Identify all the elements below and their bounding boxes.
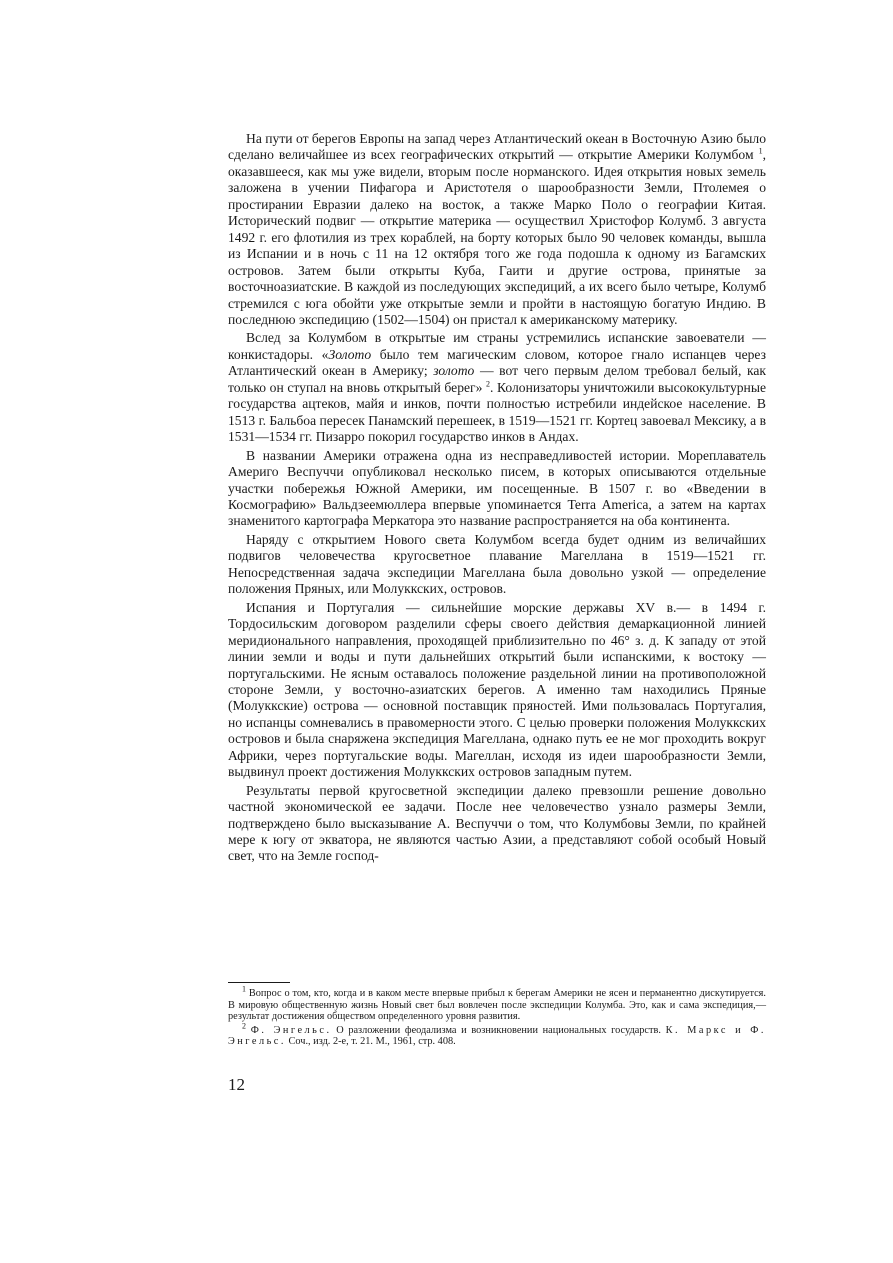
paragraph-5 — [228, 600, 766, 781]
text-run: Ф. Энгельс. — [250, 1024, 332, 1036]
footnotes — [228, 984, 767, 1050]
text-run: . Колонизаторы уничтожили высококультурные государства ацтеков, майя и инков, почти полностью истребили индейское население. В 1513 г. Бальбоа пересек Панамский перешеек, в 1519—1521 гг. Кортец завоевал Мексику, а в 1531—1534 гг. Пизарро покорил государство инков в Андах. — [228, 379, 767, 445]
page-number: 12 — [228, 1075, 245, 1094]
footnote-marker: 2 — [242, 1021, 246, 1031]
text-run: Наряду с открытием Нового света Колумбом всегда будет одним из величайших подвигов человечества кругосветное плавание Магеллана в 1519—1521 гг. Непосредственная задача экспедиции Магеллана была довольно узкой — определение положения Пряных, или Молуккских, островов. — [228, 531, 766, 597]
text-run: В названии Америки отражена одна из несправедливостей истории. Мореплаватель Америго Веспуччи опубликовал несколько писем, в которых описываются отдельные участки побережья Южной Америки, им посещенные. В 1507 г. во «Введении в Космографию» Вальдзеемюллера впервые упоминается Terra America, а затем на картах знаменитого картографа Меркатора это название распространяется на оба континента. — [228, 447, 766, 529]
text-run: К. Маркс и Ф. Энгельс. — [228, 1024, 767, 1048]
footnote-marker: 1 — [758, 146, 763, 156]
footnote-divider — [228, 982, 290, 983]
footnote-marker: 1 — [242, 984, 246, 994]
text-run: О разложении феодализма и возникновении национальных государств. — [331, 1024, 666, 1036]
text-run: было тем магическим словом, которое гнало испанцев через Атлантический океан в Америку; — [228, 346, 766, 379]
footnote-1 — [228, 984, 766, 1023]
text-run: Соч., изд. 2-е, т. 21. М., 1961, стр. 408. — [285, 1036, 456, 1048]
emphasis-text: золото — [433, 363, 475, 379]
paragraph-3 — [228, 448, 766, 530]
text-run: Испания и Португалия — сильнейшие морские державы XV в.— в 1494 г. Тордосильским договором разделили сферы своего действия демаркационной линией меридионального направления, проходящей приблизительно по 46° з. д. К западу от этой линии земли и воды и пути дальнейших открытий были испанскими, к востоку — португальскими. Не ясным оставалось положение раздельной линии на противоположной стороне Земли, у восточно-азиатских берегов. А именно там находились Пряные (Молуккские) острова — основной поставщик пряностей. Ими пользовалась Португалия, но испанцы сомневались в правомерности этого. С целью проверки положения Молуккских островов и была снаряжена экспедиция Магеллана, однако путь ее не мог проходить вокруг Африки, через португальские воды. Магеллан, исходя из идеи шарообразности Земли, выдвинул проект достижения Молуккских островов западным путем. — [228, 599, 766, 780]
main-text — [228, 131, 766, 867]
text-run: На пути от берегов Европы на запад через Атлантический океан в Восточную Азию было сделано величайшее из всех географических открытий — открытие Америки Колумбом — [228, 131, 766, 163]
paragraph-4 — [228, 532, 766, 598]
paragraph-6 — [228, 783, 766, 865]
paragraph-1 — [228, 131, 766, 328]
emphasis-text: Золото — [328, 346, 372, 362]
paragraph-2 — [228, 330, 766, 445]
footnote-2 — [228, 1021, 767, 1048]
text-run: Вопрос о том, кто, когда и в каком месте впервые прибыл к берегам Америки не ясен и перманентно дискутируется. В мировую общественную жизнь Новый свет был вовлечен после экспедиции Колумба. Это, как и сама экспедиция,— результат достижения обществом определенного уровня развития. — [228, 988, 766, 1023]
text-run: — вот чего первым делом требовал белый, как только он ступал на вновь открытый берег» — [228, 363, 766, 395]
text-run: Результаты первой кругосветной экспедиции далеко превзошли решение довольно частной экономической ее задачи. После нее человечество узнало размеры Земли, подтверждено было высказывание А. Веспуччи о том, что Колумбовы Земли, по крайней мере к югу от экватора, не являются частью Азии, а представляют собой особый Новый свет, что на Земле господ- — [228, 782, 766, 864]
text-run: Вслед за Колумбом в открытые им страны устремились испанские завоеватели — конкистадоры. « — [228, 330, 766, 362]
text-run: , оказавшееся, как мы уже видели, вторым после норманского. Идея открытия новых земель заложена в учении Пифагора и Аристотеля о шарообразности Земли, Птолемея о простирании Евразии далеко на восток, а также Марко Поло о географии Китая. Исторический подвиг — открытие материка — осуществил Христофор Колумб. 3 августа 1492 г. его флотилия из трех кораблей, на борту которых было 90 человек команды, вышла из Испании и в ночь с 11 на 12 октября того же года подошла к одному из Багамских островов. Затем были открыты Куба, Гаити и другие острова, принятые за восточноазиатские. В каждой из последующих экспедиций, а их всего было четыре, Колумб стремился с юга обойти уже открытые земли и пройти в настоящую богатую Индию. В последнюю экспедицию (1502—1504) он пристал к американскому материку. — [228, 147, 766, 327]
footnote-marker: 2 — [486, 379, 491, 389]
